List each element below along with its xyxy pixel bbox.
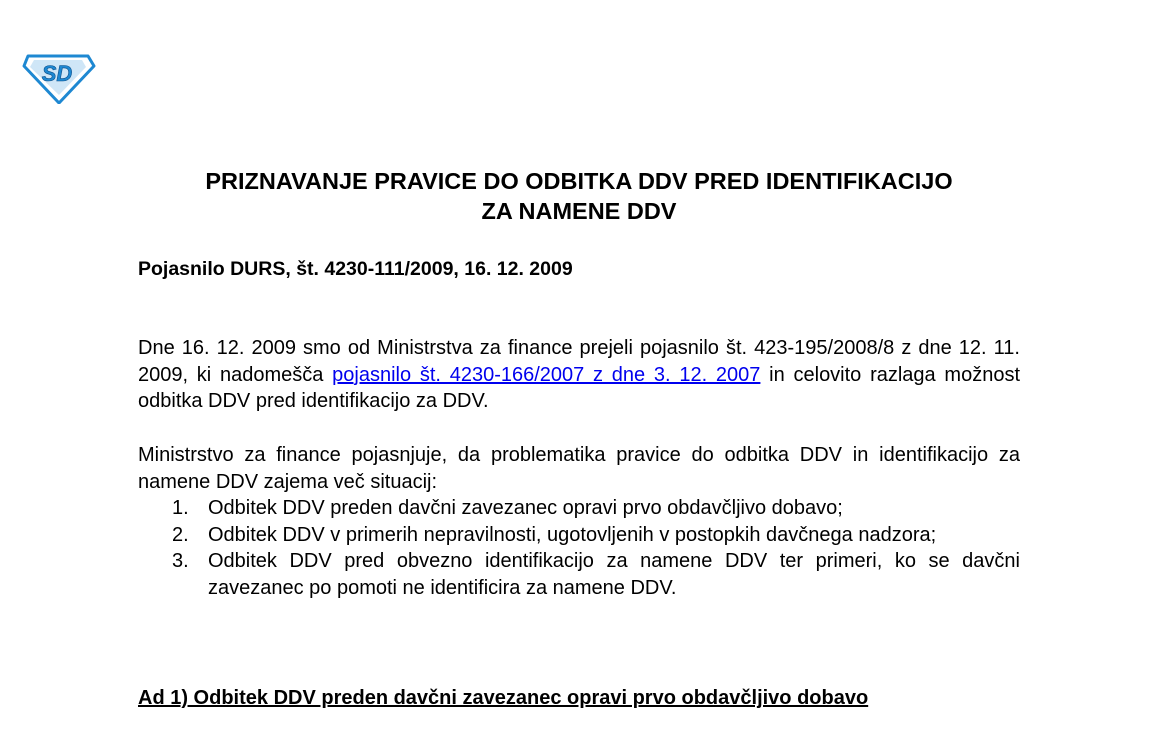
company-logo: [22, 48, 96, 104]
list-item-number: 3.: [172, 550, 189, 572]
paragraph-intro-text-1: Dne 16. 12. 2009 smo od Ministrstva za finance prejeli pojasnilo št. 423-195/2008/8 z dne 12. 11. 2009, ki nadomešča: [138, 337, 1020, 386]
list-item: [138, 522, 1020, 549]
title-line-2: ZA NAMENE DDV: [481, 198, 677, 224]
section-heading-ad1: Ad 1) Odbitek DDV preden davčni zavezanec opravi prvo obdavčljivo dobavo: [138, 687, 869, 709]
paragraph-intro: [138, 335, 1020, 415]
list-item-number: 1.: [172, 497, 189, 519]
document-title: [138, 166, 1020, 226]
list-item-text: Odbitek DDV v primerih nepravilnosti, ugotovljenih v postopkih davčnega nadzora;: [208, 523, 937, 546]
svg-text:SD: SD: [41, 61, 73, 86]
reference-link[interactable]: pojasnilo št. 4230-166/2007 z dne 3. 12. 2007: [332, 363, 761, 386]
list-item-text: Odbitek DDV preden davčni zavezanec opravi prvo obdavčljivo dobavo;: [208, 497, 843, 519]
paragraph-intro-text-2: in celovito razlaga možnost odbitka DDV pred identifikacijo za DDV.: [138, 363, 1020, 412]
list-item-number: 2.: [172, 523, 189, 546]
list-item-text: Odbitek DDV pred obvezno identifikacijo za namene DDV ter primeri, ko se davčni zavezanec po pomoti ne identificira za namene DDV.: [208, 550, 1020, 599]
document-subtitle: Pojasnilo DURS, št. 4230-111/2009, 16. 12. 2009: [138, 258, 573, 280]
title-line-1: PRIZNAVANJE PRAVICE DO ODBITKA DDV PRED IDENTIFIKACIJO: [205, 168, 953, 194]
sd-shield-icon: [22, 48, 96, 104]
list-item: [138, 548, 1020, 601]
list-item: [138, 495, 1020, 522]
situations-list: [138, 495, 1020, 601]
paragraph-situations: Ministrstvo za finance pojasnjuje, da problematika pravice do odbitka DDV in identifikacijo za namene DDV zajema več situacij:: [138, 444, 1020, 493]
